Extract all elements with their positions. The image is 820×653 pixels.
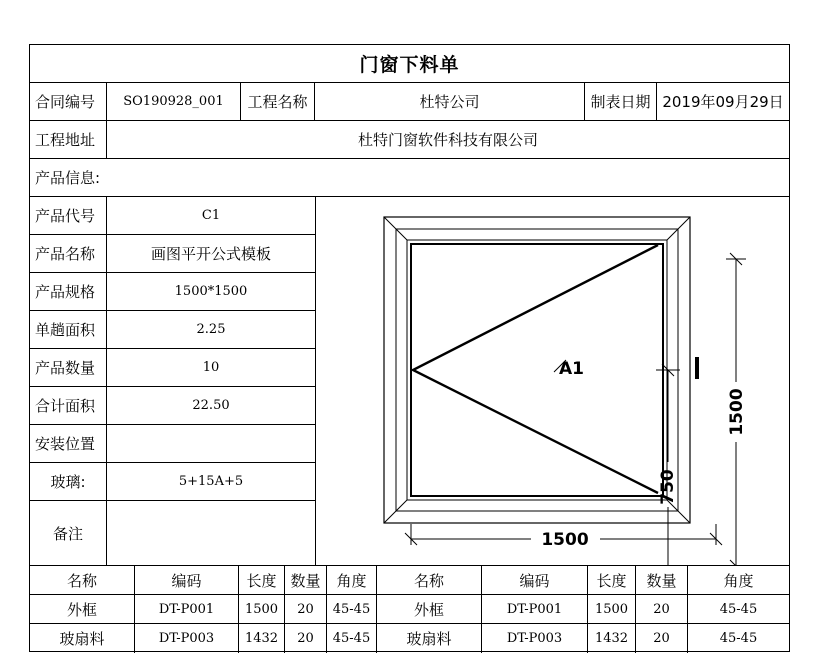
materials-cell: 玻扇料 [30, 624, 135, 653]
location-label: 安装位置 [30, 425, 107, 463]
materials-header-cell: 角度 [688, 566, 789, 595]
materials-cell: 20 [285, 624, 327, 653]
materials-cell: DT-P001 [135, 595, 239, 624]
contract-value: SO190928_001 [107, 83, 241, 121]
total-area-value: 22.50 [107, 387, 316, 425]
name-value: 画图平开公式模板 [107, 235, 316, 273]
address-value: 杜特门窗软件科技有限公司 [107, 121, 789, 159]
materials-header-cell: 长度 [239, 566, 285, 595]
location-value [107, 425, 316, 463]
spec-label: 产品规格 [30, 273, 107, 311]
materials-cell: 45-45 [327, 595, 377, 624]
sash-frame [407, 240, 667, 500]
materials-cell: 20 [636, 595, 688, 624]
unit-area-label: 单趟面积 [30, 311, 107, 349]
qty-value: 10 [107, 349, 316, 387]
materials-header-cell: 数量 [285, 566, 327, 595]
glass-pane [411, 244, 663, 496]
handle-height-dimension: 750 [658, 469, 678, 505]
materials-cell: DT-P003 [135, 624, 239, 653]
materials-cell: DT-P001 [482, 595, 588, 624]
note-label: 备注 [30, 501, 107, 566]
material-sheet [29, 44, 790, 652]
materials-header-cell: 长度 [588, 566, 636, 595]
height-dimension: 1500 [727, 388, 747, 436]
materials-cell: 玻扇料 [377, 624, 482, 653]
sash-label: A1 [559, 359, 584, 379]
outer-frame [384, 217, 690, 523]
materials-cell: 20 [285, 595, 327, 624]
name-label: 产品名称 [30, 235, 107, 273]
code-label: 产品代号 [30, 197, 107, 235]
materials-header-cell: 编码 [135, 566, 239, 595]
materials-header-cell: 数量 [636, 566, 688, 595]
materials-cell: 45-45 [688, 595, 789, 624]
date-label: 制表日期 [585, 83, 657, 121]
inner-frame [396, 229, 678, 511]
glass-label: 玻璃: [30, 463, 107, 501]
unit-area-value: 2.25 [107, 311, 316, 349]
materials-cell: 外框 [377, 595, 482, 624]
width-dimension: 1500 [541, 530, 589, 550]
materials-cell: 1500 [239, 595, 285, 624]
project-label: 工程名称 [241, 83, 315, 121]
materials-cell: 外框 [30, 595, 135, 624]
project-value: 杜特公司 [315, 83, 585, 121]
address-label: 工程地址 [30, 121, 107, 159]
materials-header-cell: 角度 [327, 566, 377, 595]
materials-cell: DT-P003 [482, 624, 588, 653]
materials-cell: 1432 [588, 624, 636, 653]
sheet-title: 门窗下料单 [30, 45, 789, 83]
spec-value: 1500*1500 [107, 273, 316, 311]
materials-header-cell: 名称 [30, 566, 135, 595]
materials-cell: 1500 [588, 595, 636, 624]
materials-header-cell: 名称 [377, 566, 482, 595]
materials-cell: 20 [636, 624, 688, 653]
window-drawing [316, 197, 790, 566]
code-value: C1 [107, 197, 316, 235]
materials-cell: 45-45 [327, 624, 377, 653]
materials-cell: 45-45 [719, 631, 758, 646]
handle-icon [695, 357, 699, 379]
date-value: 2019年09月29日 [657, 83, 789, 121]
note-value [107, 501, 316, 566]
materials-header-cell: 编码 [482, 566, 588, 595]
glass-value: 5+15A+5 [107, 463, 316, 501]
opening-direction [413, 245, 658, 493]
qty-label: 产品数量 [30, 349, 107, 387]
contract-label: 合同编号 [30, 83, 107, 121]
product-info-label: 产品信息: [30, 159, 789, 197]
materials-cell: 1432 [239, 624, 285, 653]
total-area-label: 合计面积 [30, 387, 107, 425]
